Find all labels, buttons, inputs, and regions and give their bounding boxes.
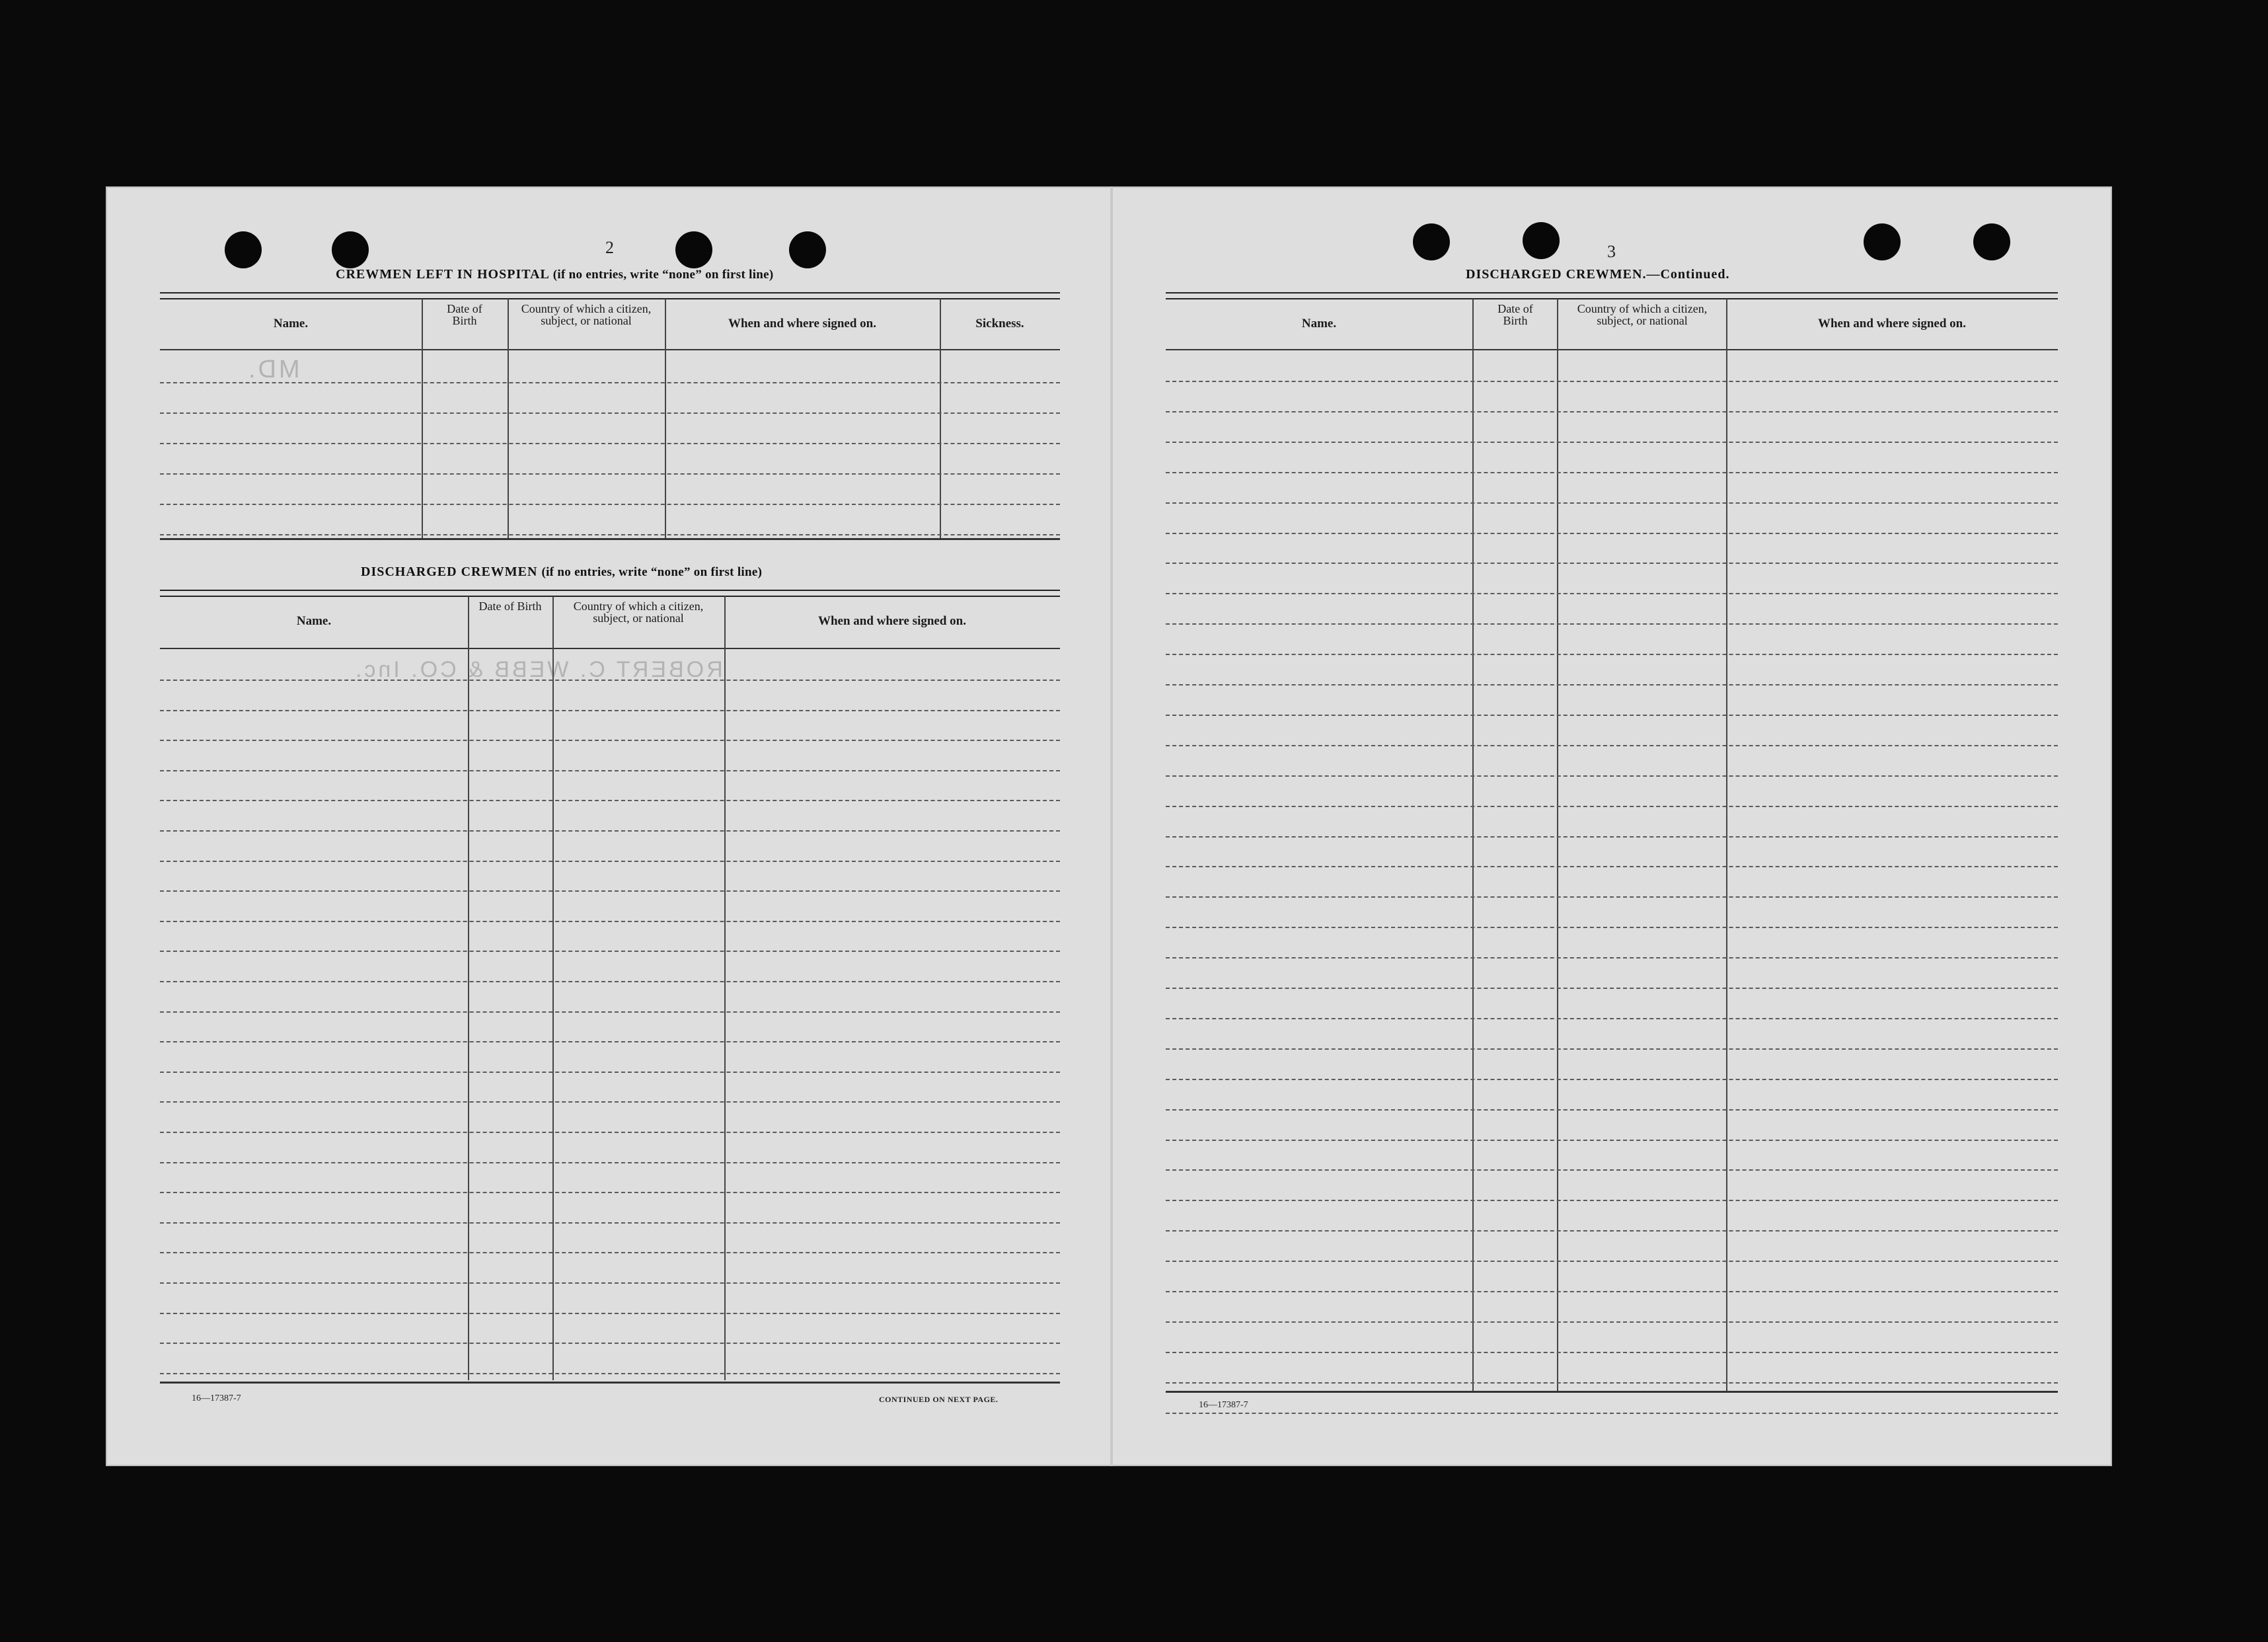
entry-line (160, 1011, 1060, 1013)
entry-line (1166, 533, 2058, 534)
entry-line (1166, 866, 2058, 867)
punch-hole (1864, 223, 1901, 260)
punch-hole (225, 231, 262, 268)
entry-line (1166, 957, 2058, 958)
col-header-dob: Date of Birth (1497, 302, 1533, 327)
col-header-signed-on: When and where signed on. (1817, 317, 1966, 331)
entry-line (1166, 1079, 2058, 1080)
entry-line (1166, 1140, 2058, 1141)
col-header-country: Country of which a citizen, subject, or national (1577, 302, 1708, 327)
column-divider (724, 596, 726, 1380)
entry-line (1166, 1321, 2058, 1323)
col-header-country: Country of which a citizen, subject, or national (573, 600, 704, 625)
hospital-section-title (336, 267, 774, 282)
entry-line (1166, 836, 2058, 838)
entry-line (1166, 896, 2058, 898)
col-header-signed-on: When and where signed on. (817, 614, 966, 628)
entry-line (160, 473, 1060, 475)
column-divider (1726, 299, 1727, 1392)
entry-line (160, 1373, 1060, 1374)
entry-line (160, 1101, 1060, 1103)
entry-line (160, 800, 1060, 801)
entry-line (1166, 1109, 2058, 1111)
entry-line (1166, 442, 2058, 443)
punch-hole (675, 231, 712, 268)
entry-line (1166, 563, 2058, 564)
punch-hole (789, 231, 826, 268)
form-number-right: 16—17387-7 (1199, 1400, 1248, 1410)
entry-line (1166, 1200, 2058, 1201)
entry-line (1166, 1291, 2058, 1292)
entry-line (160, 890, 1060, 892)
bleed-through-stamp: ROBERT C. WEBB & CO. Inc. (353, 657, 723, 682)
entry-line (160, 830, 1060, 832)
entry-line (1166, 775, 2058, 777)
entry-line (160, 740, 1060, 741)
column-divider (1557, 299, 1558, 1392)
entry-line (1166, 1261, 2058, 1262)
column-divider (468, 596, 469, 1380)
entry-line (1166, 927, 2058, 928)
col-header-name: Name. (1301, 317, 1337, 331)
table-top-rule (160, 292, 1060, 299)
header-rule (160, 648, 1060, 649)
entry-line (1166, 715, 2058, 716)
page-number-right: 3 (1607, 242, 1616, 261)
entry-line (160, 951, 1060, 952)
table-bottom-rule (160, 538, 1060, 540)
entry-line (160, 710, 1060, 711)
header-rule (1166, 349, 2058, 350)
hospital-title-note: (if no entries, write “none” on first line) (552, 268, 774, 282)
punch-hole (1523, 222, 1560, 259)
entry-line (160, 504, 1060, 505)
col-header-dob: Date of Birth (478, 600, 542, 613)
entry-line (160, 1162, 1060, 1163)
entry-line (160, 861, 1060, 862)
entry-line (1166, 745, 2058, 746)
entry-line (160, 1282, 1060, 1284)
discharged-continued-title: DISCHARGED CREWMEN.—Continued. (1466, 267, 1730, 282)
table-top-rule (160, 590, 1060, 597)
entry-line (1166, 623, 2058, 625)
entry-line (160, 1192, 1060, 1193)
entry-line (1166, 1352, 2058, 1353)
discharged-continued-table (1166, 292, 2058, 1392)
hospital-table (160, 292, 1060, 543)
entry-line (1166, 1018, 2058, 1019)
table-bottom-rule (1166, 1391, 2058, 1393)
entry-line (160, 534, 1060, 535)
entry-line (160, 1252, 1060, 1253)
discharged-title-text: DISCHARGED CREWMEN (361, 565, 538, 579)
hospital-title-text: CREWMEN LEFT IN HOSPITAL (336, 267, 549, 282)
entry-line (1166, 1413, 2058, 1414)
entry-line (1166, 988, 2058, 989)
column-divider (552, 596, 554, 1380)
col-header-name: Name. (296, 614, 332, 628)
entry-line (1166, 654, 2058, 655)
header-rule (160, 349, 1060, 350)
entry-line (1166, 502, 2058, 504)
entry-line (1166, 684, 2058, 685)
entry-line (1166, 472, 2058, 473)
column-divider (1472, 299, 1474, 1392)
entry-line (1166, 1230, 2058, 1232)
entry-line (160, 412, 1060, 414)
punch-hole (1413, 223, 1450, 260)
entry-line (160, 770, 1060, 771)
form-number-left: 16—17387-7 (192, 1393, 241, 1403)
bleed-through-stamp: MD. (246, 356, 300, 383)
page-number-left: 2 (605, 238, 614, 257)
entry-line (160, 1343, 1060, 1344)
col-header-sickness: Sickness. (975, 317, 1024, 331)
discharged-title-note: (if no entries, write “none” on first line) (541, 565, 763, 579)
entry-line (160, 443, 1060, 444)
entry-line (1166, 381, 2058, 382)
col-header-country: Country of which a citizen, subject, or national (521, 302, 652, 327)
entry-line (160, 1041, 1060, 1042)
entry-line (1166, 593, 2058, 594)
discharged-table (160, 590, 1060, 1383)
entry-line (160, 1222, 1060, 1224)
punch-hole (1973, 223, 2010, 260)
table-bottom-rule (160, 1382, 1060, 1384)
entry-line (160, 1313, 1060, 1314)
entry-line (160, 1132, 1060, 1133)
form-sheet (106, 186, 2112, 1466)
table-top-rule (1166, 292, 2058, 299)
continued-note: CONTINUED ON NEXT PAGE. (879, 1395, 999, 1404)
discharged-section-title (361, 565, 762, 580)
entry-line (160, 981, 1060, 982)
entry-line (1166, 411, 2058, 412)
col-header-dob: Date of Birth (447, 302, 482, 327)
entry-line (1166, 1169, 2058, 1171)
col-header-name: Name. (273, 317, 309, 331)
col-header-signed-on: When and where signed on. (728, 317, 876, 331)
entry-line (1166, 806, 2058, 807)
entry-line (1166, 1048, 2058, 1050)
entry-line (160, 1072, 1060, 1073)
entry-line (1166, 1382, 2058, 1384)
entry-line (160, 921, 1060, 922)
punch-hole (332, 231, 369, 268)
center-fold (1110, 186, 1113, 1466)
